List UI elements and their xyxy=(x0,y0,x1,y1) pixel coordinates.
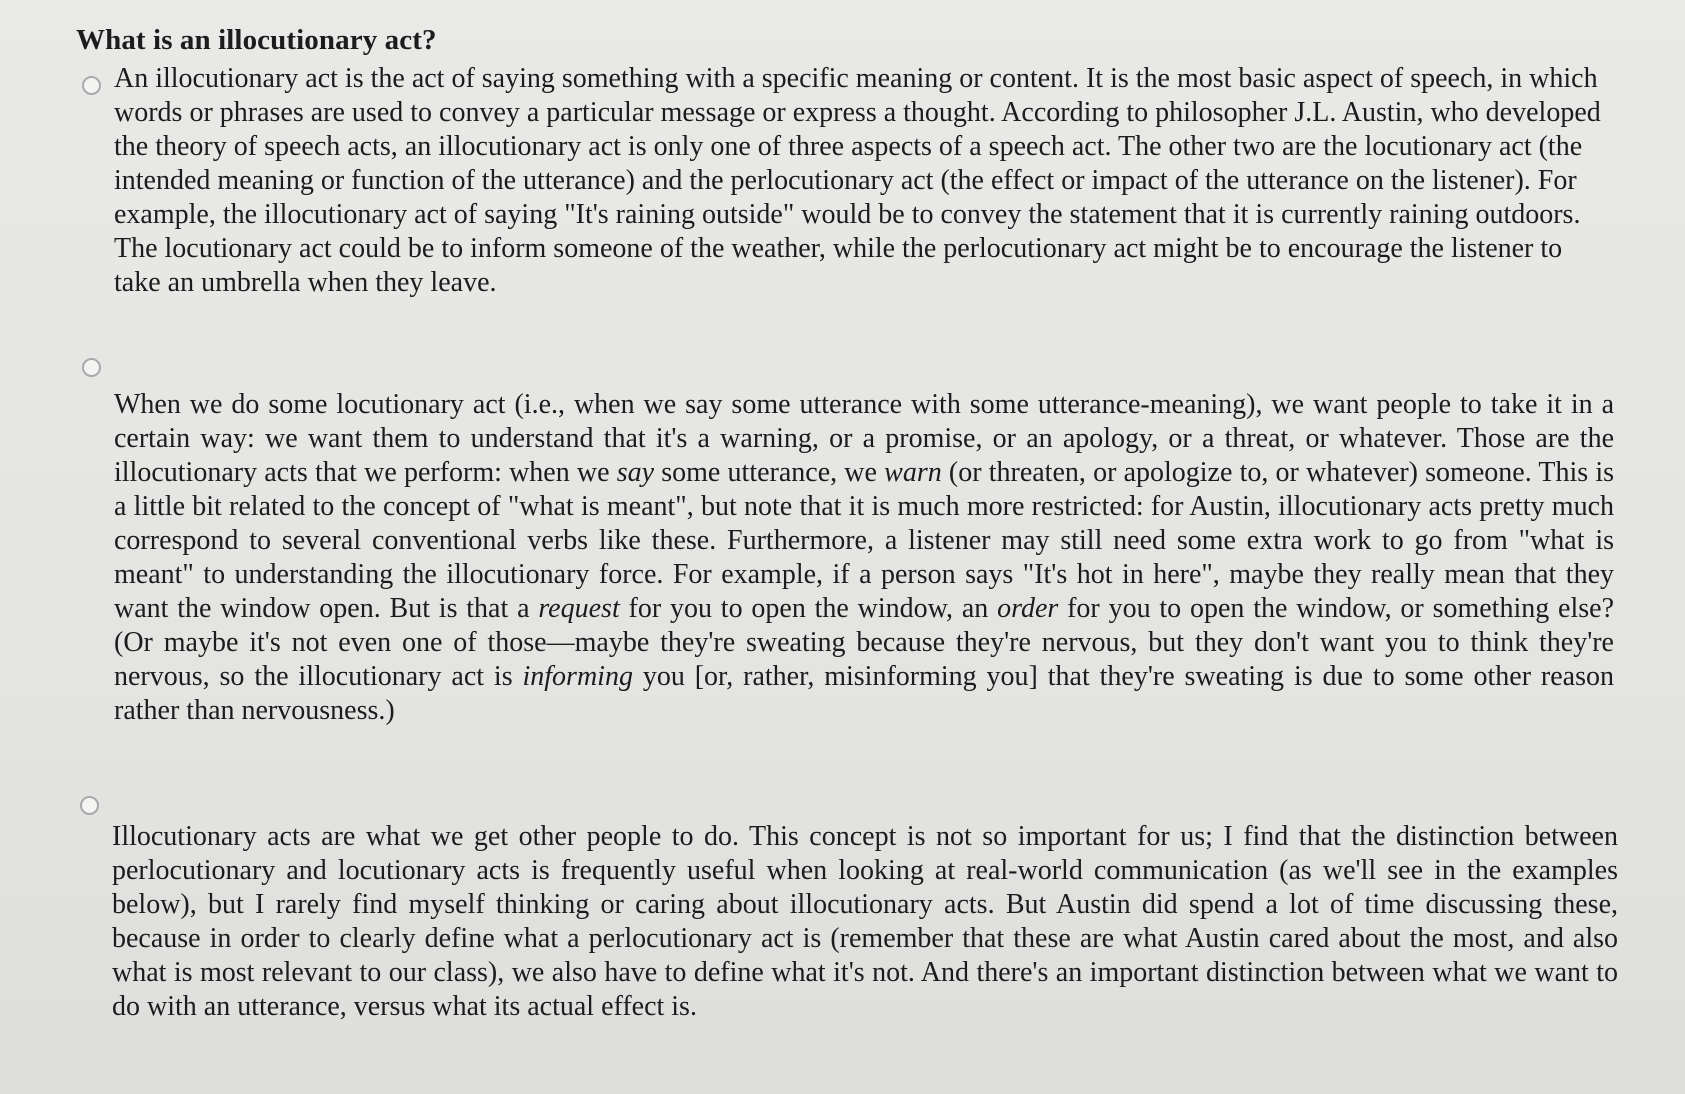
text-segment: some utterance, we xyxy=(654,457,885,488)
emphasis-request: request xyxy=(538,593,620,624)
answer-option-3-text: Illocutionary acts are what we get other people to do. This concept is not so important for us; I find that the distinction between perlocutionary and locutionary acts is frequently useful when looking at real-world communication (as we'll see in the examples below), but I rarely find myself thinking or caring about illocutionary acts. But Austin did spend a lot of time discussing these, because in order to clearly define what a perlocutionary act is (remember that these are what Austin cared about the most, and also what is most relevant to our class), we also have to define what it's not. And there's an important distinction between what we want to do with an utterance, versus what its actual effect is. xyxy=(112,821,1618,1022)
emphasis-order: order xyxy=(997,593,1059,624)
radio-button-1[interactable] xyxy=(82,76,101,95)
emphasis-say: say xyxy=(616,457,655,488)
question-title: What is an illocutionary act? xyxy=(76,24,437,56)
radio-button-3[interactable] xyxy=(80,796,99,815)
text-segment: you [or, rather, misinforming you] that they're sweating is due to some other reason rather than nervousness.) xyxy=(114,661,1614,726)
text-segment: When we do some locutionary act (i.e., when we say some utterance with some utterance-meaning), we want people to take it in a certain way: we want them to understand that it's a warning, or a promise, or an apology, or a threat, or whatever. Those are the illocutionary acts that we perform: when we xyxy=(114,389,1614,488)
emphasis-warn: warn xyxy=(884,457,942,488)
text-segment: for you to open the window, or something else? (Or maybe it's not even one of those—maybe they're sweating because they're nervous, but they don't want you to think they're nervous, so the illocutionary act is xyxy=(114,593,1615,692)
text-segment: (or threaten, or apologize to, or whatever) someone. This is a little bit related to the concept of "what is meant", but note that it is much more restricted: for Austin, illocutionary acts pretty much correspond to several conventional verbs like these. Furthermore, a listener may still need some extra work to go from "what is meant" to understanding the illocutionary force. For example, if a person says "It's hot in here", maybe they really mean that they want the window open. But is that a xyxy=(114,457,1614,624)
emphasis-informing: informing xyxy=(522,661,633,692)
answer-option-1-text: An illocutionary act is the act of saying something with a specific meaning or content. It is the most basic aspect of speech, in which words or phrases are used to convey a particular message or express a thought. According to philosopher J.L. Austin, who developed the theory of speech acts, an illocutionary act is only one of three aspects of a speech act. The other two are the locutionary act (the intended meaning or function of the utterance) and the perlocutionary act (the effect or impact of the utterance on the listener). For example, the illocutionary act of saying "It's raining outside" would be to convey the statement that it is currently raining outdoors. The locutionary act could be to inform someone of the weather, while the perlocutionary act might be to encourage the listener to take an umbrella when they leave. xyxy=(114,63,1601,298)
radio-button-2[interactable] xyxy=(82,358,101,377)
answer-option-2-text xyxy=(114,388,1614,728)
text-segment: for you to open the window, an xyxy=(619,593,998,624)
